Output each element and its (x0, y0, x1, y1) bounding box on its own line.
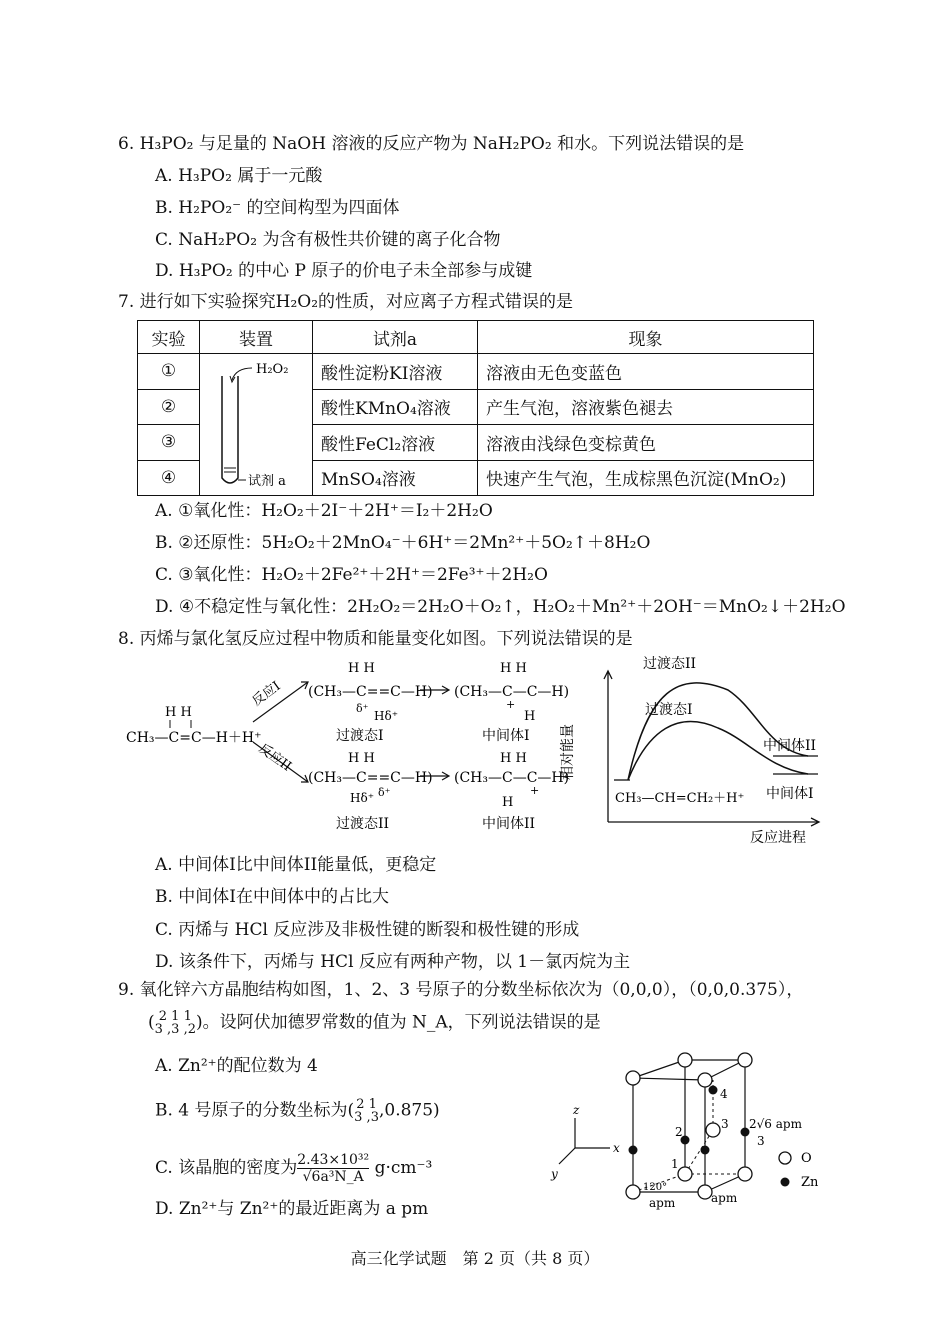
q8-option-c: C. 丙烯与 HCl 反应涉及非极性键的断裂和极性键的形成 (155, 920, 580, 940)
q6-stem: 6. H₃PO₂ 与足量的 NaOH 溶液的反应产物为 NaH₂PO₂ 和水。下列说法错误的是 (118, 134, 745, 154)
int2-formula: (CH₃—C—C—H) (454, 770, 570, 786)
c-suffix: g·cm⁻³ (369, 1158, 433, 1178)
int1-plus: + (506, 698, 516, 711)
int2-h-pair: H H (500, 751, 527, 766)
q7-option-a: A. ①氧化性：H₂O₂＋2I⁻＋2H⁺＝I₂＋2H₂O (155, 501, 493, 521)
reaction-mechanism-figure (118, 650, 838, 850)
atom-4-label: 4 (720, 1087, 728, 1101)
row-reagent: 酸性淀粉KI溶液 (313, 354, 478, 390)
q6-option-a: A. H₃PO₂ 属于一元酸 (155, 166, 323, 186)
row-number: ④ (138, 460, 200, 496)
ts1-formula: (CH₃—C==C—H) (308, 684, 433, 700)
curve-ts2-label: 过渡态II (643, 656, 697, 672)
int1-h-pair: H H (500, 661, 527, 676)
ts2-h-pair: H H (348, 751, 375, 766)
int2-h-single: H (502, 795, 514, 810)
header-experiment: 实验 (138, 321, 200, 354)
q9-option-d: D. Zn²⁺与 Zn²⁺的最近距离为 a pm (155, 1199, 429, 1219)
edge-a-label-1: apm (649, 1196, 676, 1210)
int1-formula: (CH₃—C—C—H) (454, 684, 570, 700)
coord-open: ( (148, 1012, 155, 1033)
row-number: ① (138, 354, 200, 390)
curve-ts1-label: 过渡态I (645, 702, 693, 718)
q9-stem-line2 (148, 1010, 601, 1036)
atom-3-label: 3 (721, 1117, 729, 1131)
coord-fraction (155, 1010, 196, 1036)
c-denominator: √6a³N_A (302, 1169, 364, 1185)
q8-option-a: A. 中间体I比中间体II能量低，更稳定 (155, 855, 437, 875)
curve-int2-label: 中间体II (763, 738, 817, 754)
q9-option-c (155, 1152, 432, 1185)
row-phenomenon: 溶液由无色变蓝色 (478, 354, 814, 390)
q7-option-c: C. ③氧化性：H₂O₂＋2Fe²⁺＋2H⁺＝2Fe³⁺＋2H₂O (155, 565, 548, 585)
ts2-delta: δ⁺ (378, 786, 391, 799)
atom-1-label: 1 (671, 1157, 679, 1171)
q7-option-d: D. ④不稳定性与氧化性：2H₂O₂＝2H₂O＋O₂↑，H₂O₂＋Mn²⁺＋2OH⁻＝MnO₂↓＋2H₂O (155, 597, 846, 617)
header-reagent: 试剂a (313, 321, 478, 354)
c-fraction (297, 1152, 369, 1185)
q6-option-c: C. NaH₂PO₂ 为含有极性共价键的离子化合物 (155, 230, 501, 250)
zno-unit-cell-figure (545, 1040, 845, 1220)
q8-option-b: B. 中间体I在中间体中的占比大 (155, 887, 390, 907)
int2-label: 中间体II (482, 816, 536, 832)
reactant-h-pair: H H (165, 705, 192, 720)
b-fraction (354, 1098, 379, 1124)
path2-label: 反应II (255, 741, 294, 775)
row-reagent: 酸性FeCl₂溶液 (313, 425, 478, 461)
table-header-row (138, 321, 814, 354)
reactant-formula: CH₃—C=C—H＋H⁺ (126, 730, 262, 746)
b-suffix: ,0.875) (378, 1100, 440, 1121)
axis-x: x (613, 1141, 620, 1155)
table-row (138, 354, 814, 390)
ts2-formula: (CH₃—C==C—H) (308, 770, 433, 786)
apparatus-h2o2-label: H₂O₂ (256, 362, 289, 377)
legend-o-label: O (801, 1151, 812, 1166)
axis-z: z (573, 1103, 580, 1117)
q6-option-b: B. H₂PO₂⁻ 的空间构型为四面体 (155, 198, 400, 218)
row-phenomenon: 快速产生气泡，生成棕黑色沉淀(MnO₂) (478, 460, 814, 496)
coord-numerators: 2 1 1 (158, 1009, 192, 1024)
q9-stem: 9. 氧化锌六方晶胞结构如图，1、2、3 号原子的分数坐标依次为（0,0,0），（0,0,0.375）， (118, 980, 804, 1000)
q7-stem: 7. 进行如下实验探究H₂O₂的性质，对应离子方程式错误的是 (118, 292, 574, 312)
path1-label: 反应I (249, 678, 284, 710)
row-phenomenon: 产生气泡，溶液紫色褪去 (478, 389, 814, 425)
curve-start-label: CH₃—CH=CH₂＋H⁺ (615, 791, 745, 806)
q9-option-a: A. Zn²⁺的配位数为 4 (155, 1056, 318, 1076)
atom-3b-label: 3 (757, 1134, 765, 1148)
q9-stem-end: 。设阿伏加德罗常数的值为 N_A，下列说法错误的是 (202, 1012, 601, 1033)
q8-stem: 8. 丙烯与氯化氢反应过程中物质和能量变化如图。下列说法错误的是 (118, 629, 633, 649)
legend-zn-label: Zn (801, 1175, 819, 1190)
c-prefix: C. 该晶胞的密度为 (155, 1158, 298, 1178)
height-label: 2√6 apm (749, 1117, 802, 1131)
q6-option-d: D. H₃PO₂ 的中心 P 原子的价电子未全部参与成键 (155, 261, 533, 281)
edge-a-label-2: apm (711, 1191, 738, 1205)
row-number: ③ (138, 425, 200, 461)
angle-label: 120° (643, 1182, 668, 1193)
ts1-h-delta: Hδ⁺ (374, 709, 399, 723)
row-reagent: 酸性KMnO₄溶液 (313, 389, 478, 425)
b-numerators: 2 1 (356, 1097, 377, 1112)
b-denominators: 3 ,3 (354, 1110, 379, 1125)
q8-option-d: D. 该条件下，丙烯与 HCl 反应有两种产物，以 1－氯丙烷为主 (155, 952, 631, 972)
coord-denominators: 3 ,3 ,2 (154, 1022, 196, 1037)
ts2-h-delta: Hδ⁺ (350, 791, 375, 805)
b-prefix: B. 4 号原子的分数坐标为( (155, 1100, 355, 1121)
row-phenomenon: 溶液由浅绿色变棕黄色 (478, 425, 814, 461)
row-number: ② (138, 389, 200, 425)
c-numerator: 2.43×10³² (297, 1152, 370, 1168)
progress-axis-label: 反应进程 (750, 830, 806, 846)
ts1-label: 过渡态I (336, 728, 384, 744)
test-tube-diagram (200, 354, 312, 490)
apparatus-reagent-label: 试剂 a (248, 474, 286, 489)
q7-option-b: B. ②还原性：5H₂O₂＋2MnO₄⁻＋6H⁺＝2Mn²⁺＋5O₂↑＋8H₂O (155, 533, 651, 553)
q9-option-b (155, 1098, 440, 1124)
int1-h-single: H (524, 709, 536, 724)
ts1-h-pair: H H (348, 661, 375, 676)
page-footer: 高三化学试题 第 2 页（共 8 页） (350, 1249, 600, 1268)
atom-2-label: 2 (675, 1125, 683, 1139)
ts2-label: 过渡态II (336, 816, 390, 832)
int1-label: 中间体I (482, 728, 530, 744)
header-phenomenon: 现象 (478, 321, 814, 354)
curve-int1-label: 中间体I (766, 786, 814, 802)
row-reagent: MnSO₄溶液 (313, 460, 478, 496)
experiment-table (137, 320, 814, 496)
apparatus-cell (200, 354, 313, 496)
energy-axis-label: 相对能量 (560, 724, 576, 780)
coord-close: ) (195, 1012, 203, 1033)
int2-plus: + (530, 784, 540, 797)
ts1-delta: δ⁺ (356, 702, 369, 715)
header-apparatus: 装置 (200, 321, 313, 354)
axis-y: y (551, 1167, 558, 1181)
